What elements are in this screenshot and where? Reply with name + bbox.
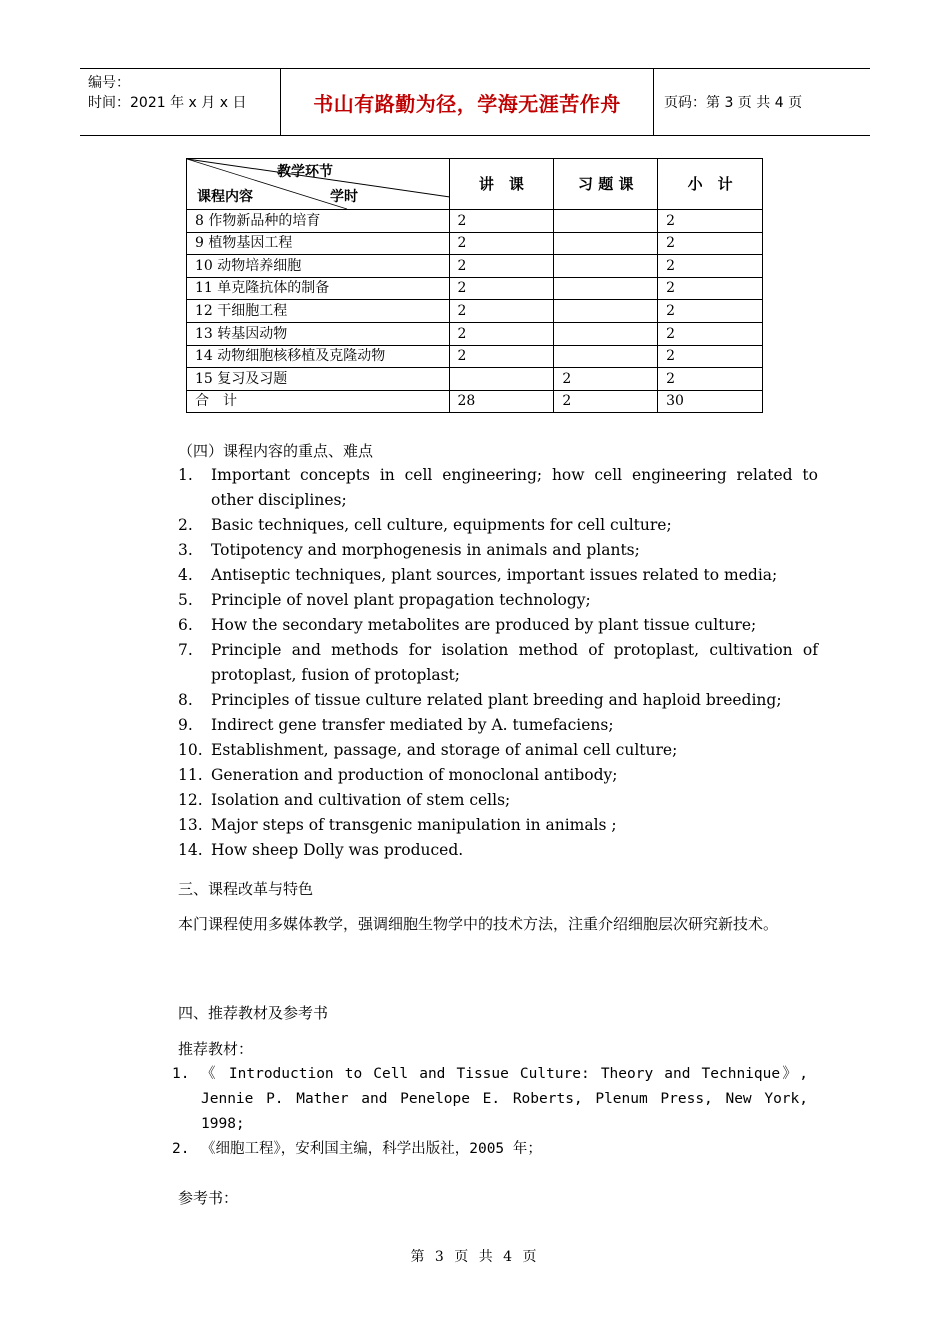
list-item xyxy=(178,463,818,513)
list-item xyxy=(178,513,818,538)
book-item xyxy=(172,1062,808,1137)
number-label: 编号： xyxy=(88,75,130,91)
list-item-text: Isolation and cultivation of stem cells; xyxy=(211,791,511,809)
cell-subtotal: 30 xyxy=(658,390,763,413)
cell-content: 15 复习及习题 xyxy=(187,368,450,391)
cell-subtotal: 2 xyxy=(658,232,763,255)
cell-subtotal: 2 xyxy=(658,300,763,323)
list-item xyxy=(178,613,818,638)
list-item-text: Antiseptic techniques, plant sources, important issues related to media; xyxy=(211,566,778,584)
diag-label-right: 学时 xyxy=(330,189,358,205)
books-list xyxy=(172,1062,808,1162)
list-item-text: Basic techniques, cell culture, equipments for cell culture; xyxy=(211,516,672,534)
cell-content: 10 动物培养细胞 xyxy=(187,255,450,278)
cell-subtotal: 2 xyxy=(658,255,763,278)
cell-exercise xyxy=(554,300,658,323)
cell-content: 14 动物细胞核移植及克隆动物 xyxy=(187,345,450,368)
cell-lecture: 2 xyxy=(449,232,554,255)
list-item-text: How sheep Dolly was produced. xyxy=(211,841,464,859)
table-row xyxy=(187,300,763,323)
list-item-number: 10. xyxy=(178,741,203,759)
list-item xyxy=(178,588,818,613)
cell-exercise xyxy=(554,255,658,278)
table-row xyxy=(187,277,763,300)
cell-exercise xyxy=(554,277,658,300)
list-item-number: 13. xyxy=(178,816,203,834)
list-item xyxy=(178,563,818,588)
book-item-text: 《 Introduction to Cell and Tissue Culture: Theory and Technique》, Jennie P. Mather and Penelope E. Roberts, Plenum Press, New York, 1998; xyxy=(201,1066,808,1132)
cell-subtotal: 2 xyxy=(658,210,763,233)
cell-content: 13 转基因动物 xyxy=(187,322,450,345)
recommended-label: 推荐教材： xyxy=(178,1040,254,1058)
diagonal-header-cell xyxy=(187,159,450,210)
table-row xyxy=(187,232,763,255)
cell-exercise xyxy=(554,345,658,368)
list-item xyxy=(178,813,818,838)
page-header xyxy=(80,68,870,136)
cell-lecture: 2 xyxy=(449,345,554,368)
cell-exercise xyxy=(554,210,658,233)
key-points-title: （四）课程内容的重点、难点 xyxy=(178,442,374,460)
list-item-number: 5. xyxy=(178,591,193,609)
col-header-lecture: 讲 课 xyxy=(449,159,554,210)
header-page-label: 页码：第 3 页 共 4 页 xyxy=(664,95,803,111)
table-row xyxy=(187,368,763,391)
table-body xyxy=(187,210,763,413)
book-item-number: 1. xyxy=(172,1066,190,1082)
table-row xyxy=(187,210,763,233)
list-item xyxy=(178,538,818,563)
list-item-number: 12. xyxy=(178,791,203,809)
cell-content: 9 植物基因工程 xyxy=(187,232,450,255)
list-item-number: 9. xyxy=(178,716,193,734)
table-row xyxy=(187,255,763,278)
books-title: 四、推荐教材及参考书 xyxy=(178,1004,329,1022)
list-item-number: 11. xyxy=(178,766,203,784)
list-item-text: Indirect gene transfer mediated by A. tumefaciens; xyxy=(211,716,614,734)
reform-text: 本门课程使用多媒体教学，强调细胞生物学中的技术方法，注重介绍细胞层次研究新技术。 xyxy=(178,915,779,933)
col-header-exercise: 习 题 课 xyxy=(554,159,658,210)
cell-subtotal: 2 xyxy=(658,322,763,345)
list-item-text: Major steps of transgenic manipulation in animals ; xyxy=(211,816,617,834)
list-item-number: 3. xyxy=(178,541,193,559)
header-meta xyxy=(80,69,281,135)
book-item-number: 2. xyxy=(172,1141,190,1157)
cell-subtotal: 2 xyxy=(658,277,763,300)
list-item-number: 2. xyxy=(178,516,193,534)
cell-lecture: 2 xyxy=(449,300,554,323)
book-item xyxy=(172,1137,808,1162)
schedule-table xyxy=(186,158,763,413)
table-row xyxy=(187,390,763,413)
cell-lecture: 28 xyxy=(449,390,554,413)
diag-label-left: 课程内容 xyxy=(197,189,253,205)
reference-label: 参考书： xyxy=(178,1189,239,1207)
cell-exercise xyxy=(554,232,658,255)
list-item xyxy=(178,638,818,688)
list-item-text: Important concepts in cell engineering; how cell engineering related to other disciplines; xyxy=(211,466,818,509)
list-item-number: 7. xyxy=(178,641,193,659)
list-item-text: Principle of novel plant propagation technology; xyxy=(211,591,591,609)
cell-lecture: 2 xyxy=(449,322,554,345)
key-points-list xyxy=(178,463,818,863)
reform-title: 三、课程改革与特色 xyxy=(178,880,314,898)
cell-exercise: 2 xyxy=(554,390,658,413)
list-item xyxy=(178,688,818,713)
cell-exercise: 2 xyxy=(554,368,658,391)
list-item xyxy=(178,713,818,738)
list-item-number: 6. xyxy=(178,616,193,634)
cell-content: 合 计 xyxy=(187,390,450,413)
list-item xyxy=(178,838,818,863)
table-row xyxy=(187,322,763,345)
list-item-text: Principle and methods for isolation method of protoplast, cultivation of protoplast, fusion of protoplast; xyxy=(211,641,818,684)
list-item xyxy=(178,788,818,813)
page-footer: 第 3 页 共 4 页 xyxy=(410,1249,540,1265)
cell-content: 8 作物新品种的培育 xyxy=(187,210,450,233)
cell-lecture: 2 xyxy=(449,210,554,233)
cell-lecture: 2 xyxy=(449,277,554,300)
list-item-text: Generation and production of monoclonal antibody; xyxy=(211,766,618,784)
col-header-subtotal: 小 计 xyxy=(658,159,763,210)
diag-label-top: 教学环节 xyxy=(277,164,333,180)
list-item-text: How the secondary metabolites are produced by plant tissue culture; xyxy=(211,616,757,634)
list-item-text: Totipotency and morphogenesis in animals and plants; xyxy=(211,541,640,559)
list-item-text: Establishment, passage, and storage of animal cell culture; xyxy=(211,741,678,759)
list-item xyxy=(178,738,818,763)
cell-exercise xyxy=(554,322,658,345)
time-label: 时间：2021 年 x 月 x 日 xyxy=(88,95,247,111)
table-header-row xyxy=(187,159,763,210)
cell-content: 11 单克隆抗体的制备 xyxy=(187,277,450,300)
cell-subtotal: 2 xyxy=(658,368,763,391)
list-item-number: 14. xyxy=(178,841,203,859)
cell-subtotal: 2 xyxy=(658,345,763,368)
book-item-text: 《细胞工程》，安利国主编，科学出版社，2005 年； xyxy=(201,1141,542,1157)
cell-lecture: 2 xyxy=(449,255,554,278)
list-item-text: Principles of tissue culture related plant breeding and haploid breeding; xyxy=(211,691,782,709)
list-item-number: 4. xyxy=(178,566,193,584)
table-row xyxy=(187,345,763,368)
list-item xyxy=(178,763,818,788)
list-item-number: 1. xyxy=(178,466,193,484)
cell-lecture xyxy=(449,368,554,391)
cell-content: 12 干细胞工程 xyxy=(187,300,450,323)
list-item-number: 8. xyxy=(178,691,193,709)
header-motto: 书山有路勤为径，学海无涯苦作舟 xyxy=(281,69,654,135)
